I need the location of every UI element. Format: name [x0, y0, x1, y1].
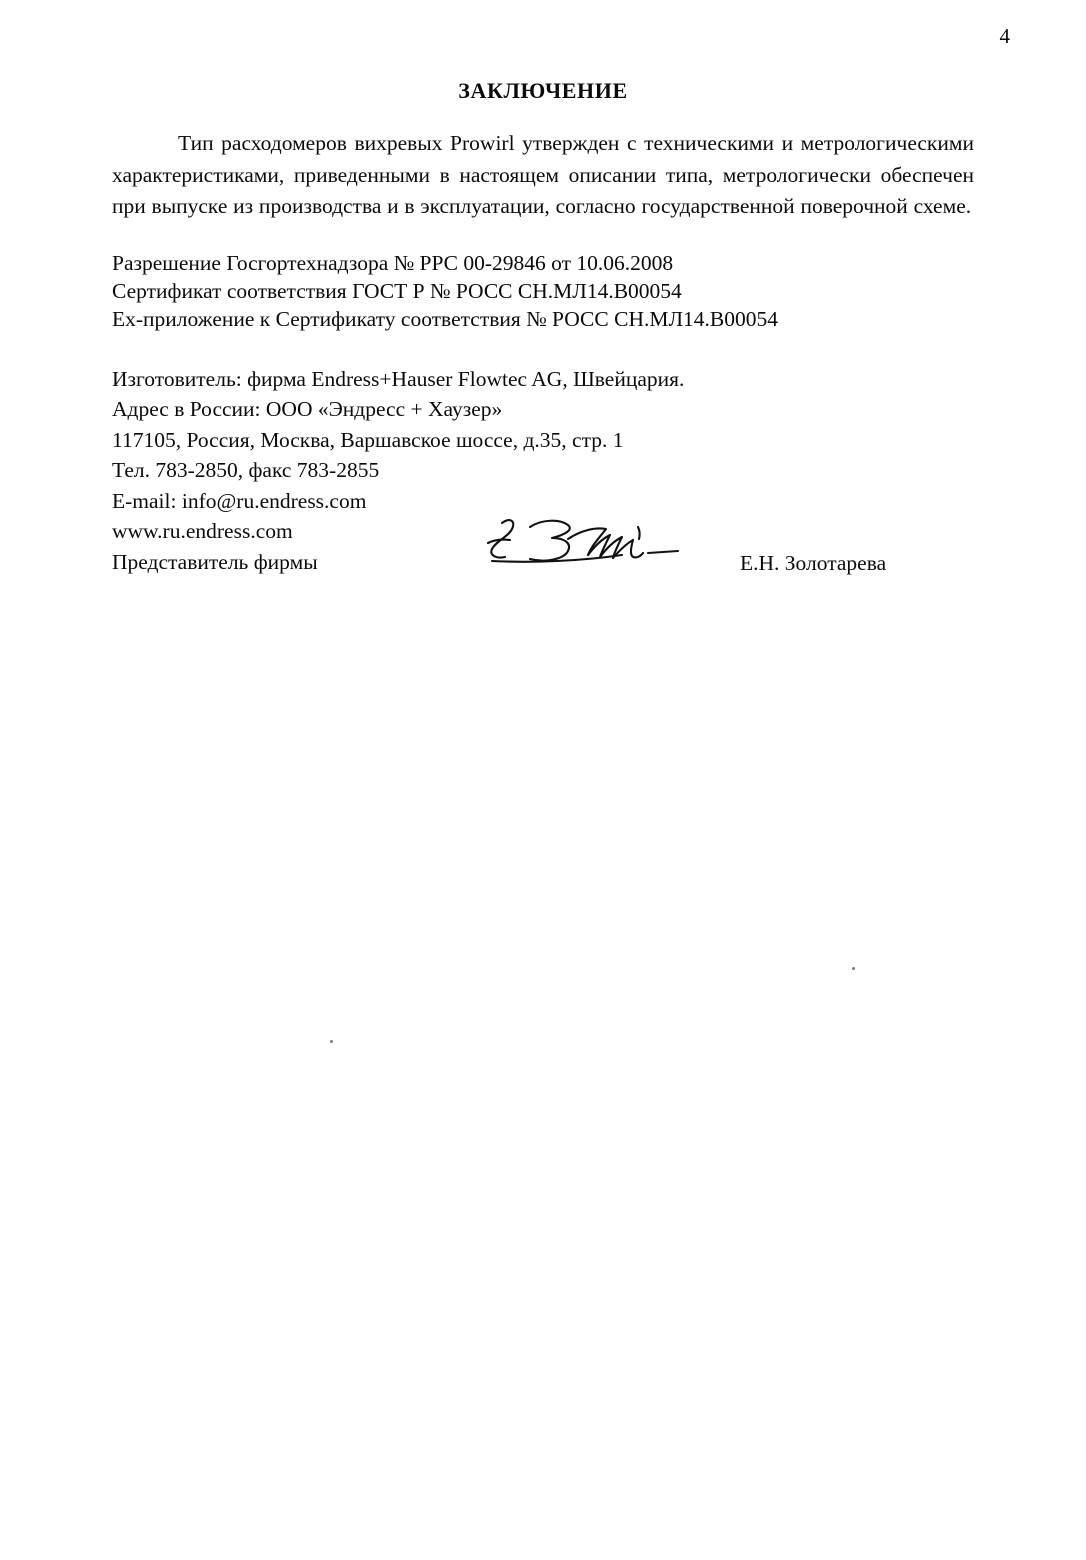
permit-line: Сертификат соответствия ГОСТ Р № РОСС СН.МЛ14.В00054	[112, 278, 682, 303]
signer-name: Е.Н. Золотарева	[740, 550, 887, 575]
website-line: www.ru.endress.com	[112, 519, 293, 543]
phone-line: Тел. 783-2850, факс 783-2855	[112, 458, 380, 482]
signer-role: Представитель фирмы	[112, 549, 318, 574]
permit-line: Ех-приложение к Сертификату соответствия № РОСС СН.МЛ14.В00054	[112, 306, 779, 331]
signature-row	[112, 547, 974, 581]
page-number: 4	[999, 24, 1010, 48]
permit-line: Разрешение Госгортехнадзора № РРС 00-29846 от 10.06.2008	[112, 250, 674, 275]
manufacturer-block	[112, 364, 974, 581]
address-line: Адрес в России: ООО «Эндресс + Хаузер»	[112, 397, 503, 421]
intro-paragraph: Тип расходомеров вихревых Prowirl утвержден с техническими и метрологическими характеристиками, приведенными в настоящем описании типа, метрологически обеспечен при выпуске из производства и в эксплуатации, согласно государственной поверочной схеме.	[112, 131, 974, 218]
page-speck	[852, 967, 855, 970]
email-line: E-mail: info@ru.endress.com	[112, 488, 367, 513]
document-body	[112, 128, 974, 581]
address-line: 117105, Россия, Москва, Варшавское шоссе, д.35, стр. 1	[112, 427, 624, 452]
permits-block	[112, 249, 974, 333]
page-speck	[330, 1040, 333, 1043]
manufacturer-line: Изготовитель: фирма Endress+Hauser Flowtec AG, Швейцария.	[112, 366, 685, 391]
page-title: ЗАКЛЮЧЕНИЕ	[458, 78, 628, 103]
